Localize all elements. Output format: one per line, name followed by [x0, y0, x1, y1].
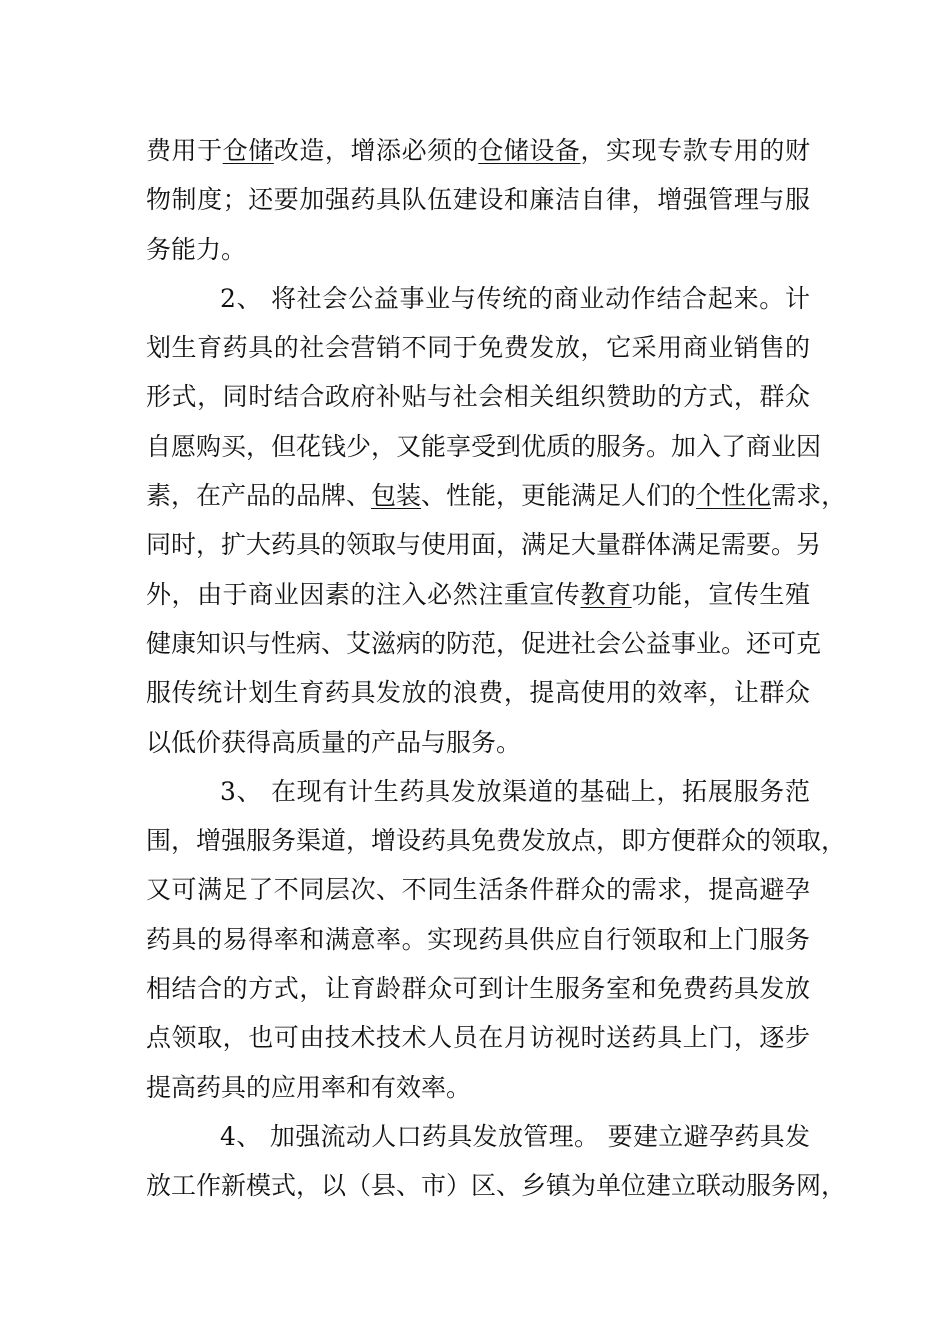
document-line: 同时，扩大药具的领取与使用面，满足大量群体满足需要。另: [146, 530, 822, 560]
document-line: 以低价获得高质量的产品与服务。: [146, 727, 522, 757]
document-line: 围，增强服务渠道，增设药具免费发放点，即方便群众的领取，: [146, 826, 847, 856]
underlined-term: 仓储设备: [478, 136, 581, 165]
text-segment: 、性能，更能满足人们的: [421, 481, 697, 511]
document-line: 健康知识与性病、艾滋病的防范，促进社会公益事业。还可克: [146, 628, 822, 658]
text-segment: ，实现专款专用的财: [580, 136, 810, 165]
underlined-term: 教育: [580, 579, 632, 609]
document-line: [146, 471, 847, 520]
document-line: 又可满足了不同层次、不同生活条件群众的需求，提高避孕: [146, 875, 810, 905]
text-segment: 外，由于商业因素的注入必然注重宣传: [146, 579, 581, 609]
underlined-term: 个性化: [696, 481, 772, 511]
document-line: [146, 126, 810, 175]
document-line: [146, 570, 810, 619]
document-line: 形式，同时结合政府补贴与社会相关组织赞助的方式，群众: [146, 382, 810, 412]
document-line: 服传统计划生育药具发放的浪费，提高使用的效率，让群众: [146, 678, 810, 708]
text-segment: 改造，增添必须的: [273, 136, 479, 165]
document-body: [146, 126, 847, 1211]
underlined-term: 包装: [371, 481, 422, 511]
document-line: 自愿购买，但花钱少，又能享受到优质的服务。加入了商业因: [146, 431, 822, 461]
text-segment: 费用于: [146, 136, 223, 165]
document-line: 划生育药具的社会营销不同于免费发放，它采用商业销售的: [146, 333, 810, 363]
text-segment: 需求，: [771, 481, 847, 511]
text-segment: 功能，宣传生殖: [631, 579, 810, 609]
document-line: 务能力。: [146, 234, 247, 264]
document-line: 相结合的方式，让育龄群众可到计生服务室和免费药具发放: [146, 974, 810, 1004]
document-line: 物制度；还要加强药具队伍建设和廉洁自律，增强管理与服: [146, 185, 810, 215]
document-line: 3、 在现有计生药具发放渠道的基础上，拓展服务范: [220, 776, 810, 806]
document-line: 点领取，也可由技术技术人员在月访视时送药具上门，逐步: [146, 1023, 810, 1053]
underlined-term: 仓储: [222, 136, 274, 165]
document-line: 放工作新模式，以（县、市）区、乡镇为单位建立联动服务网，: [146, 1171, 847, 1201]
document-line: 提高药具的应用率和有效率。: [146, 1072, 472, 1102]
document-line: 2、 将社会公益事业与传统的商业动作结合起来。计: [220, 283, 810, 313]
document-line: 4、 加强流动人口药具发放管理。 要建立避孕药具发: [220, 1121, 810, 1151]
document-line: 药具的易得率和满意率。实现药具供应自行领取和上门服务: [146, 924, 810, 954]
text-segment: 素，在产品的品牌、: [146, 481, 372, 511]
